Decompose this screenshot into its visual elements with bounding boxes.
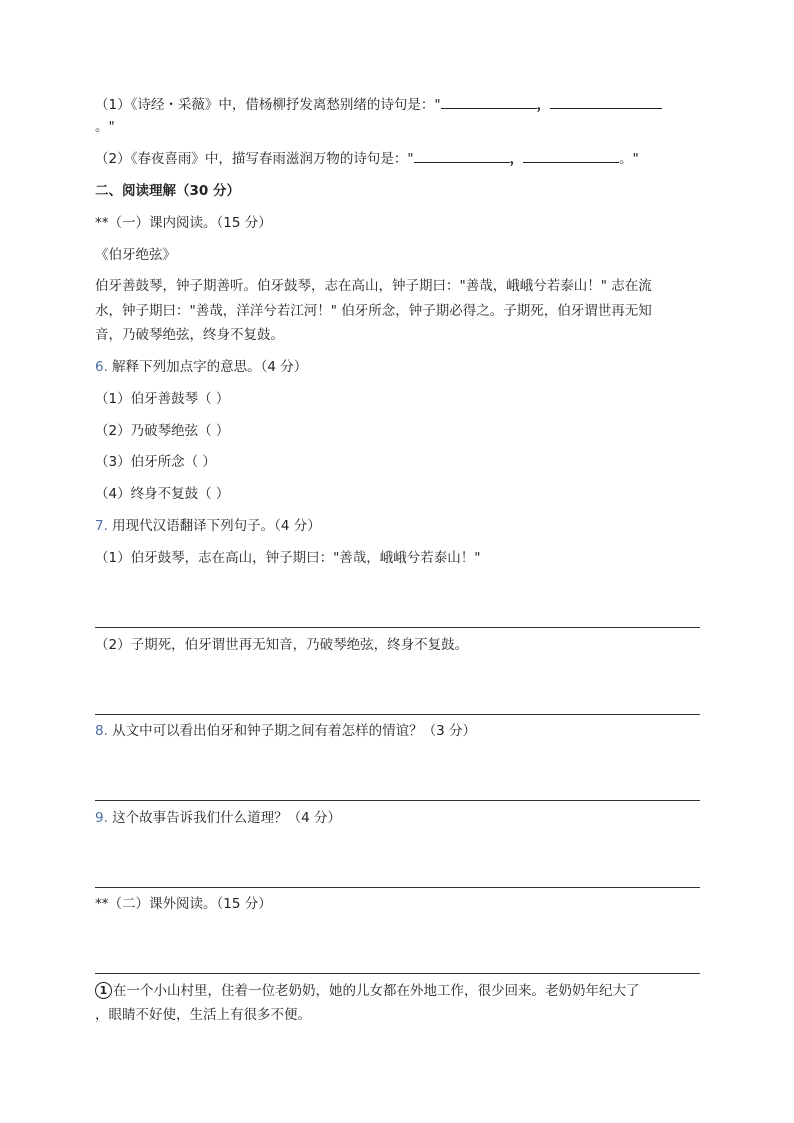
q6-item-4: （4）终身不复鼓（ ） xyxy=(95,486,230,502)
q9-text: 这个故事告诉我们什么道理？（4 分） xyxy=(107,810,342,826)
passage-line-3: 音，乃破琴绝弦，终身不复鼓。 xyxy=(95,327,284,343)
q2-blank-1[interactable] xyxy=(414,150,510,163)
q2-prompt: （2）《春夜喜雨》中，描写春雨滋润万物的诗句是：" xyxy=(95,151,414,167)
answer-line-q7-1[interactable] xyxy=(95,627,700,628)
q7-item-1: （1）伯牙鼓琴，志在高山，钟子期曰："善哉，峨峨兮若泰山！" xyxy=(95,550,481,566)
q9-heading xyxy=(95,808,341,828)
q6-heading xyxy=(95,357,307,377)
section-heading: 二、阅读理解（30 分） xyxy=(95,183,240,199)
q7-number: 7. xyxy=(95,518,108,534)
passage-title: 《伯牙绝弦》 xyxy=(95,247,176,263)
passage-line-2: 水，钟子期曰："善哉，洋洋兮若江河！" 伯牙所念，钟子期必得之。子期死，伯牙谓世再无知 xyxy=(95,303,652,319)
q2-end: 。" xyxy=(619,151,639,167)
q8-heading xyxy=(95,721,476,741)
answer-line-q8[interactable] xyxy=(95,800,700,801)
answer-line-q9[interactable] xyxy=(95,887,700,888)
part1-heading: **（一）课内阅读。（15 分） xyxy=(95,215,272,231)
q8-text: 从文中可以看出伯牙和钟子期之间有着怎样的情谊？（3 分） xyxy=(107,723,477,739)
q1-blank-1[interactable] xyxy=(441,96,537,109)
q1-prompt: （1）《诗经・采薇》中，借杨柳抒发离愁别绪的诗句是：" xyxy=(95,97,441,113)
q6-item-1: （1）伯牙善鼓琴（ ） xyxy=(95,391,230,407)
q2-line xyxy=(95,149,639,169)
q6-number: 6. xyxy=(95,359,108,375)
q6-item-3: （3）伯牙所念（ ） xyxy=(95,454,216,470)
paragraph-number-badge: 1 xyxy=(95,982,112,999)
q6-item-2: （2）乃破琴绝弦（ ） xyxy=(95,423,230,439)
q1-blank-2[interactable] xyxy=(550,96,662,109)
q1-line xyxy=(95,95,662,115)
q7-item-2: （2）子期死，伯牙谓世再无知音，乃破琴绝弦，终身不复鼓。 xyxy=(95,637,469,653)
q7-text: 用现代汉语翻译下列句子。（4 分） xyxy=(107,518,321,534)
q1-end: 。" xyxy=(95,119,115,135)
separator-line xyxy=(95,973,700,974)
q2-separator: ， xyxy=(509,151,524,167)
answer-line-q7-2[interactable] xyxy=(95,714,700,715)
para1-line-2: ，眼睛不好使，生活上有很多不便。 xyxy=(95,1007,311,1023)
passage-line-1: 伯牙善鼓琴，钟子期善听。伯牙鼓琴，志在高山，钟子期曰："善哉，峨峨兮若泰山！" 志在流 xyxy=(95,278,652,294)
q6-text: 解释下列加点字的意思。（4 分） xyxy=(107,359,308,375)
part2-heading: **（二）课外阅读。（15 分） xyxy=(95,896,272,912)
q8-number: 8. xyxy=(95,723,108,739)
para1-text-1: 在一个小山村里，住着一位老奶奶，她的儿女都在外地工作，很少回来。老奶奶年纪大了 xyxy=(113,983,640,999)
q2-blank-2[interactable] xyxy=(523,150,619,163)
q7-heading xyxy=(95,516,321,536)
para1-line-1 xyxy=(95,981,640,1001)
q9-number: 9. xyxy=(95,810,108,826)
q1-separator: ， xyxy=(536,97,551,113)
